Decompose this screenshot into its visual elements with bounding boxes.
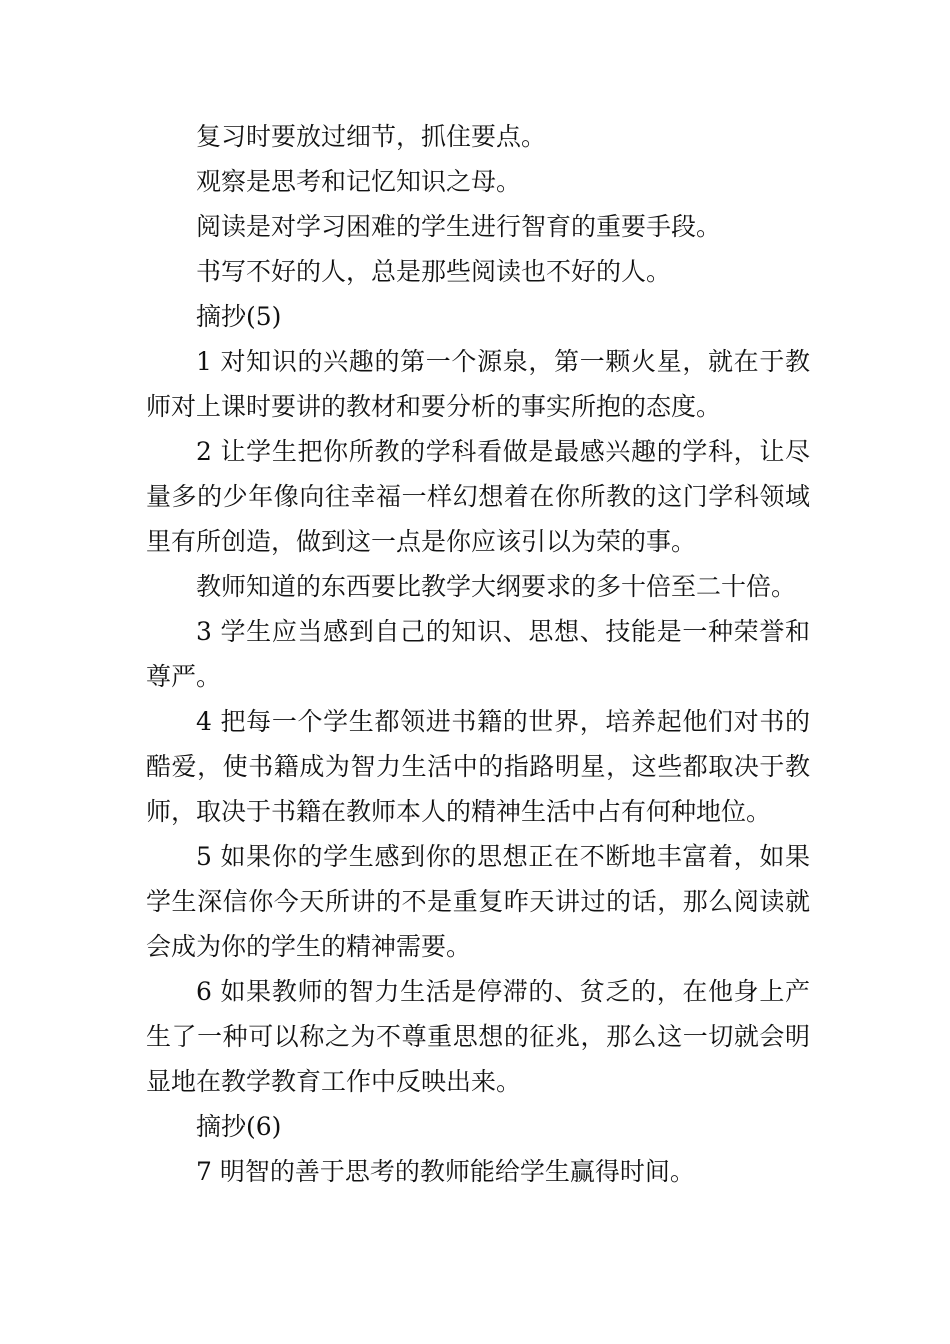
- paragraph: 7 明智的善于思考的教师能给学生赢得时间。: [196, 1157, 695, 1186]
- paragraph: 阅读是对学习困难的学生进行智育的重要手段。: [196, 212, 722, 241]
- paragraph: 教师知道的东西要比教学大纲要求的多十倍至二十倍。: [196, 572, 797, 601]
- document-body: [146, 114, 810, 1194]
- paragraph: 4 把每一个学生都领进书籍的世界，培养起他们对书的酷爱，使书籍成为智力生活中的指路明星，这些都取决于教师，取决于书籍在教师本人的精神生活中占有何种地位。: [146, 707, 810, 826]
- paragraph: 1 对知识的兴趣的第一个源泉，第一颗火星，就在于教师对上课时要讲的教材和要分析的事实所抱的态度。: [146, 347, 810, 421]
- paragraph: 观察是思考和记忆知识之母。: [196, 167, 522, 196]
- section-heading: 摘抄(5): [196, 302, 282, 331]
- paragraph: 2 让学生把你所教的学科看做是最感兴趣的学科，让尽量多的少年像向往幸福一样幻想着在你所教的这门学科领域里有所创造，做到这一点是你应该引以为荣的事。: [146, 437, 810, 556]
- paragraph: 6 如果教师的智力生活是停滞的、贫乏的，在他身上产生了一种可以称之为不尊重思想的征兆，那么这一切就会明显地在教学教育工作中反映出来。: [146, 977, 810, 1096]
- section-heading: 摘抄(6): [196, 1112, 282, 1141]
- paragraph: 复习时要放过细节，抓住要点。: [196, 122, 547, 151]
- paragraph: 5 如果你的学生感到你的思想正在不断地丰富着，如果学生深信你今天所讲的不是重复昨天讲过的话，那么阅读就会成为你的学生的精神需要。: [146, 842, 810, 961]
- paragraph: 3 学生应当感到自己的知识、思想、技能是一种荣誉和尊严。: [146, 617, 810, 691]
- paragraph: 书写不好的人，总是那些阅读也不好的人。: [196, 257, 672, 286]
